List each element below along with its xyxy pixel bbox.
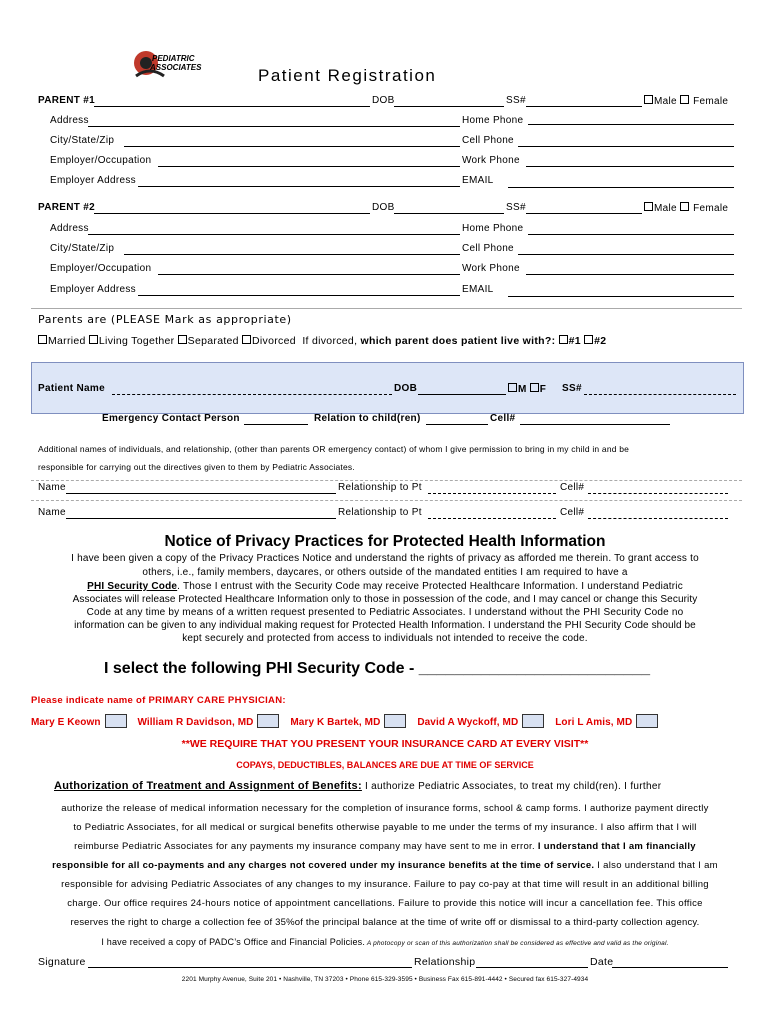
parent1-ss-field[interactable] bbox=[526, 106, 642, 107]
parent2-email-label: EMAIL bbox=[462, 284, 494, 295]
phi-code-prompt[interactable]: I select the following PHI Security Code - __________________________ bbox=[104, 660, 651, 677]
parent1-empaddr-field[interactable] bbox=[138, 186, 460, 187]
parent1-cellphone-field[interactable] bbox=[518, 146, 734, 147]
physician-name-amis: Lori L Amis, MD bbox=[555, 717, 633, 728]
parent2-workphone-label: Work Phone bbox=[462, 263, 520, 274]
patient-name-label: Patient Name bbox=[38, 383, 105, 394]
parent2-cellphone-label: Cell Phone bbox=[462, 243, 514, 254]
physician-checkbox-keown[interactable] bbox=[105, 714, 127, 728]
parent2-sex bbox=[644, 202, 728, 214]
parent1-city-field[interactable] bbox=[124, 146, 460, 147]
male-checkbox[interactable] bbox=[644, 95, 653, 104]
parent2-city-label: City/State/Zip bbox=[50, 243, 115, 254]
patient-name-field[interactable] bbox=[112, 394, 392, 395]
additional-row-divider bbox=[31, 500, 742, 501]
physician-options bbox=[31, 714, 666, 728]
separated-checkbox[interactable] bbox=[178, 335, 187, 344]
privacy-line5: Code at any time by means of a written request presented to Pediatric Associates. I understand without the PHI Security Code no bbox=[86, 607, 684, 618]
parent1-email-label: EMAIL bbox=[462, 175, 494, 186]
auth-line5 bbox=[0, 860, 770, 871]
parent1-employer-label: Employer/Occupation bbox=[50, 155, 152, 166]
parent2-ss-field[interactable] bbox=[526, 213, 642, 214]
patient-sex bbox=[508, 383, 546, 395]
auth-line4 bbox=[0, 841, 770, 852]
parent1-cellphone-label: Cell Phone bbox=[462, 135, 514, 146]
female-checkbox[interactable] bbox=[680, 202, 689, 211]
parent2-homephone-label: Home Phone bbox=[462, 223, 524, 234]
logo-line1: PEDIATRIC bbox=[152, 54, 195, 63]
privacy-line3-text: . Those I entrust with the Security Code may receive Protected Healthcare Information. I understand Pediatric bbox=[177, 581, 683, 592]
parents-status-divider bbox=[31, 308, 742, 309]
emergency-person-field[interactable] bbox=[244, 424, 308, 425]
additional-relationship-label-1: Relationship to Pt bbox=[338, 482, 422, 493]
patient-m-checkbox[interactable] bbox=[508, 383, 517, 392]
divorced-checkbox[interactable] bbox=[242, 335, 251, 344]
live-with-2-checkbox[interactable] bbox=[584, 335, 593, 344]
patient-dob-label: DOB bbox=[394, 383, 418, 394]
parent2-city-field[interactable] bbox=[124, 254, 460, 255]
living-together-checkbox[interactable] bbox=[89, 335, 98, 344]
live-with-question: which parent does patient live with?: bbox=[360, 335, 556, 347]
parent2-dob-field[interactable] bbox=[394, 213, 504, 214]
privacy-line4: Associates will release Protected Healthcare Information only to those in possession of the code, and I may cancel or change this Security bbox=[72, 594, 698, 605]
parent2-workphone-field[interactable] bbox=[526, 274, 734, 275]
auth-line4-text: reimburse Pediatric Associates for any payments my insurance company may have sent to me in error. bbox=[74, 841, 538, 852]
privacy-line7: kept securely and protected from access to individuals not intended to receive the code. bbox=[182, 633, 588, 644]
emergency-person-label: Emergency Contact Person bbox=[102, 413, 240, 424]
patient-m-label: M bbox=[518, 384, 527, 395]
logo-line2: ASSOCIATES bbox=[150, 63, 202, 72]
patient-ss-label: SS# bbox=[562, 383, 582, 394]
additional-name-field-1[interactable] bbox=[66, 493, 336, 494]
parent2-address-label: Address bbox=[50, 223, 89, 234]
signature-label: Signature bbox=[38, 956, 86, 968]
privacy-line6: information can be given to any individual making request for Protected Health Information. I understand the PHI Security Code should be bbox=[74, 620, 696, 631]
additional-relationship-label-2: Relationship to Pt bbox=[338, 507, 422, 518]
auth-line1-text: I authorize Pediatric Associates, to treat my child(ren). I further bbox=[361, 781, 662, 792]
parent2-homephone-field[interactable] bbox=[528, 234, 734, 235]
male-label: Male bbox=[654, 96, 677, 107]
live-with-1-label: #1 bbox=[568, 335, 581, 347]
auth-line4-bold: I understand that I am financially bbox=[537, 841, 696, 852]
additional-text-line2: responsible for carrying out the directives given to them by Pediatric Associates. bbox=[38, 462, 355, 472]
patient-info-box bbox=[31, 362, 744, 414]
parent2-cellphone-field[interactable] bbox=[518, 254, 734, 255]
emergency-relation-label: Relation to child(ren) bbox=[314, 413, 421, 424]
footer-address: 2201 Murphy Avenue, Suite 201 • Nashville, TN 37203 • Phone 615-329-3595 • Business Fax 615-891-4442 • Secured fax 615-327-4934 bbox=[181, 976, 589, 983]
privacy-line1: I have been given a copy of the Privacy Practices Notice and understand the rights of privacy as afforded me therein. To grant access to bbox=[71, 553, 699, 564]
divorced-label: Divorced bbox=[252, 335, 296, 347]
if-divorced-label: If divorced, bbox=[302, 335, 358, 347]
parent1-ss-label: SS# bbox=[506, 95, 526, 106]
parent1-homephone-label: Home Phone bbox=[462, 115, 524, 126]
page-title: Patient Registration bbox=[258, 66, 437, 85]
physician-name-bartek: Mary K Bartek, MD bbox=[290, 717, 381, 728]
emergency-relation-field[interactable] bbox=[426, 424, 488, 425]
parent2-name-field[interactable] bbox=[94, 213, 370, 214]
physician-prompt: Please indicate name of PRIMARY CARE PHYSICIAN: bbox=[31, 695, 286, 706]
parent2-empaddr-field[interactable] bbox=[138, 295, 460, 296]
parent1-label: PARENT #1 bbox=[38, 95, 95, 106]
phi-security-code-term: PHI Security Code bbox=[87, 581, 178, 592]
living-together-label: Living Together bbox=[98, 335, 175, 347]
auth-line9 bbox=[0, 937, 770, 947]
additional-name-label-2: Name bbox=[38, 507, 66, 518]
parent1-address-label: Address bbox=[50, 115, 89, 126]
parent2-dob-label: DOB bbox=[372, 202, 395, 213]
parent2-ss-label: SS# bbox=[506, 202, 526, 213]
additional-relationship-field-2[interactable] bbox=[428, 518, 556, 519]
auth-line6: responsible for advising Pediatric Associates of any changes to my insurance. Failure to pay co-pay at that time will result in an additional billing bbox=[61, 879, 709, 890]
parent1-city-label: City/State/Zip bbox=[50, 135, 115, 146]
logo bbox=[130, 48, 210, 82]
emergency-cell-label: Cell# bbox=[490, 413, 516, 424]
additional-cell-label-1: Cell# bbox=[560, 482, 585, 493]
parent1-name-field[interactable] bbox=[94, 106, 370, 107]
parents-status-options bbox=[38, 335, 606, 347]
additional-cell-label-2: Cell# bbox=[560, 507, 585, 518]
male-label: Male bbox=[654, 203, 677, 214]
additional-cell-field-1[interactable] bbox=[588, 493, 728, 494]
patient-ss-field[interactable] bbox=[584, 394, 736, 395]
female-checkbox[interactable] bbox=[680, 95, 689, 104]
parent2-label: PARENT #2 bbox=[38, 202, 95, 213]
parents-status-heading: Parents are (PLEASE Mark as appropriate) bbox=[38, 313, 292, 326]
physician-name-davidson: William R Davidson, MD bbox=[137, 717, 254, 728]
additional-name-field-2[interactable] bbox=[66, 518, 336, 519]
additional-name-label-1: Name bbox=[38, 482, 66, 493]
relationship-label: Relationship bbox=[414, 956, 476, 968]
parent2-employer-field[interactable] bbox=[158, 274, 460, 275]
auth-line7: charge. Our office requires 24-hours notice of appointment cancellations. Failure to provide this notice will incur a cancellation fee. This office bbox=[67, 898, 703, 909]
patient-dob-field[interactable] bbox=[418, 394, 506, 395]
parent1-sex bbox=[644, 95, 728, 107]
emergency-cell-field[interactable] bbox=[520, 424, 670, 425]
parent2-email-field[interactable] bbox=[508, 296, 734, 297]
parent2-address-field[interactable] bbox=[88, 234, 460, 235]
auth-line2: authorize the release of medical information necessary for the completion of insurance forms, school & camp forms. I authorize payment directly bbox=[61, 803, 709, 814]
separated-label: Separated bbox=[187, 335, 239, 347]
physician-name-keown: Mary E Keown bbox=[31, 717, 101, 728]
married-checkbox[interactable] bbox=[38, 335, 47, 344]
physician-checkbox-bartek[interactable] bbox=[384, 714, 406, 728]
parent1-address-field[interactable] bbox=[88, 126, 460, 127]
additional-cell-field-2[interactable] bbox=[588, 518, 728, 519]
auth-line9-note: A photocopy or scan of this authorization shall be considered as effective and valid as the original. bbox=[365, 940, 669, 947]
date-label: Date bbox=[590, 956, 614, 968]
parent1-workphone-field[interactable] bbox=[526, 166, 734, 167]
auth-heading: Authorization of Treatment and Assignment of Benefits: bbox=[54, 780, 362, 792]
parent1-homephone-field[interactable] bbox=[528, 124, 734, 125]
relationship-field[interactable] bbox=[476, 967, 588, 968]
physician-checkbox-wyckoff[interactable] bbox=[522, 714, 544, 728]
physician-name-wyckoff: David A Wyckoff, MD bbox=[417, 717, 519, 728]
patient-f-checkbox[interactable] bbox=[530, 383, 539, 392]
auth-line9-text: I have received a copy of PADC’s Office and Financial Policies. bbox=[101, 937, 366, 947]
privacy-line3 bbox=[0, 581, 770, 592]
parent1-dob-field[interactable] bbox=[394, 106, 504, 107]
date-field[interactable] bbox=[612, 967, 728, 968]
privacy-line2: others, i.e., family members, daycares, or others outside of the mandated entities I am required to have a bbox=[142, 567, 628, 578]
parent1-email-field[interactable] bbox=[508, 187, 734, 188]
physician-checkbox-amis[interactable] bbox=[636, 714, 658, 728]
live-with-1-checkbox[interactable] bbox=[559, 335, 568, 344]
patient-f-label: F bbox=[539, 384, 547, 395]
parent2-empaddr-label: Employer Address bbox=[50, 284, 136, 295]
auth-line5-bold: responsible for all co-payments and any charges not covered under my insurance benefits at the time of service. bbox=[52, 860, 595, 871]
parent2-employer-label: Employer/Occupation bbox=[50, 263, 152, 274]
auth-line5-text: I also understand that I am bbox=[594, 860, 718, 871]
parent1-empaddr-label: Employer Address bbox=[50, 175, 136, 186]
male-checkbox[interactable] bbox=[644, 202, 653, 211]
parent1-dob-label: DOB bbox=[372, 95, 395, 106]
auth-line8: reserves the right to charge a collection fee of 35%of the principal balance at the time of write off or dismissal to a third-party collection agency. bbox=[70, 917, 700, 928]
parent1-workphone-label: Work Phone bbox=[462, 155, 520, 166]
auth-line1 bbox=[54, 780, 661, 792]
insurance-notice: **WE REQUIRE THAT YOU PRESENT YOUR INSURANCE CARD AT EVERY VISIT** bbox=[181, 738, 589, 750]
auth-line3: to Pediatric Associates, for all medical or surgical benefits otherwise payable to me under the terms of my insurance. I also affirm that I will bbox=[73, 822, 697, 833]
female-label: Female bbox=[693, 96, 729, 107]
copay-notice: COPAYS, DEDUCTIBLES, BALANCES ARE DUE AT TIME OF SERVICE bbox=[236, 760, 534, 770]
additional-text-line1: Additional names of individuals, and relationship, (other than parents OR emergency contact) of whom I give permission to bring in my child in and be bbox=[38, 444, 630, 454]
signature-field[interactable] bbox=[88, 967, 412, 968]
live-with-2-label: #2 bbox=[594, 335, 607, 347]
physician-checkbox-davidson[interactable] bbox=[257, 714, 279, 728]
female-label: Female bbox=[693, 203, 729, 214]
married-label: Married bbox=[48, 335, 86, 347]
privacy-title: Notice of Privacy Practices for Protected Health Information bbox=[164, 533, 606, 550]
parent1-employer-field[interactable] bbox=[158, 166, 460, 167]
additional-relationship-field-1[interactable] bbox=[428, 493, 556, 494]
